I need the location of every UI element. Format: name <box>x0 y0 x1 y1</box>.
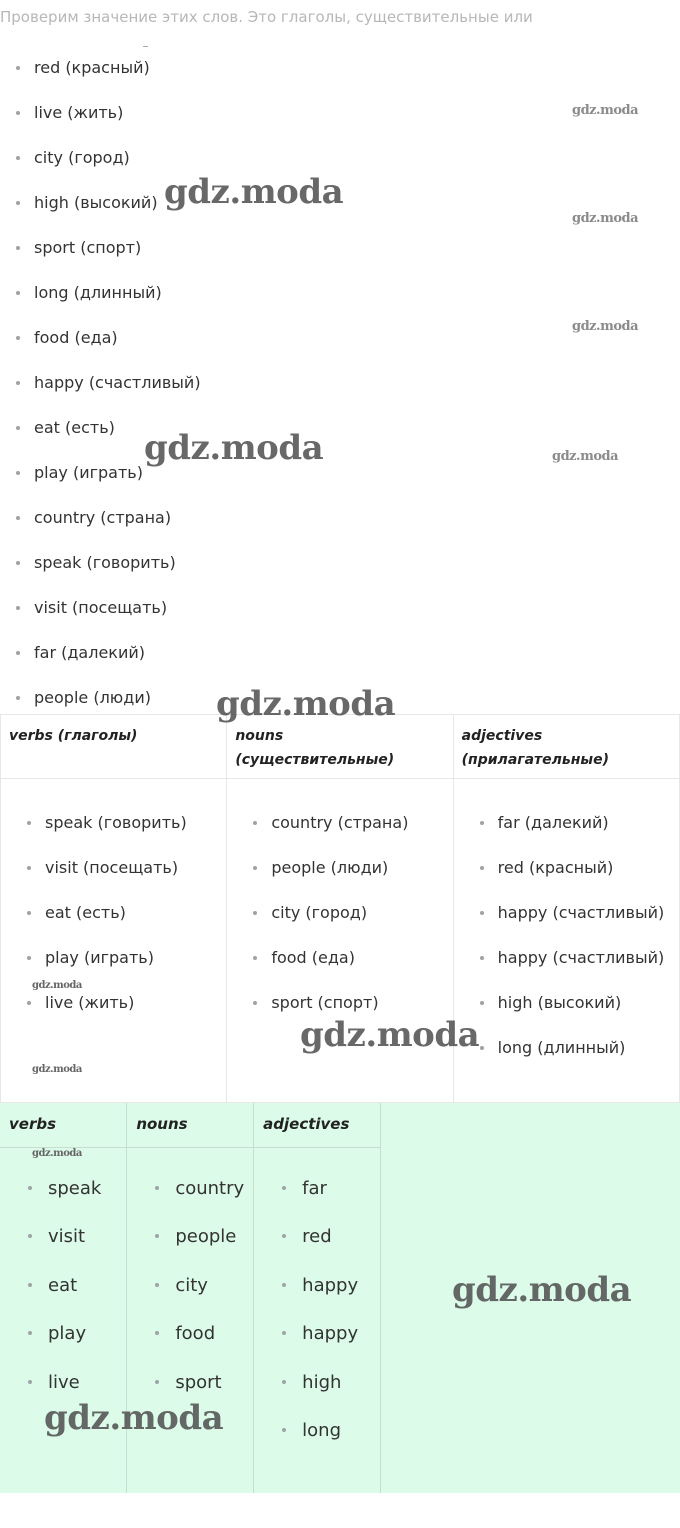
bullet-icon <box>27 1001 31 1005</box>
list-item: happy <box>282 1321 380 1370</box>
list-item: high (высокий) <box>16 191 201 236</box>
bullet-icon <box>480 1046 484 1050</box>
list-item: people (люди) <box>253 856 452 901</box>
bullet-icon <box>16 156 20 160</box>
bullet-icon <box>282 1283 286 1287</box>
table-cell-verbs <box>0 1147 127 1493</box>
column-header-nouns: nouns <box>127 1103 254 1147</box>
watermark: gdz.moda <box>32 1064 82 1075</box>
text-caret <box>143 46 148 47</box>
list-item: far <box>282 1176 380 1225</box>
bullet-icon <box>253 911 257 915</box>
bullet-icon <box>155 1331 159 1335</box>
list-item: far (далекий) <box>480 811 679 856</box>
list-item: country <box>155 1176 253 1225</box>
watermark: gdz.moda <box>300 1015 480 1055</box>
list-item: eat <box>28 1273 126 1322</box>
bullet-icon <box>16 336 20 340</box>
list-item: long <box>282 1418 380 1467</box>
watermark: gdz.moda <box>216 684 396 724</box>
bullet-icon <box>480 866 484 870</box>
list-item: visit (посещать) <box>16 596 201 641</box>
list-item: long (длинный) <box>16 281 201 326</box>
bullet-icon <box>155 1234 159 1238</box>
list-item: speak (говорить) <box>16 551 201 596</box>
watermark: gdz.moda <box>144 428 324 468</box>
list-item: city <box>155 1273 253 1322</box>
list-item: live (жить) <box>27 991 226 1036</box>
bullet-icon <box>480 1001 484 1005</box>
list-item: people <box>155 1224 253 1273</box>
bullet-icon <box>155 1186 159 1190</box>
list-item: sport <box>155 1370 253 1419</box>
bullet-icon <box>28 1331 32 1335</box>
bullet-icon <box>27 821 31 825</box>
list-item: speak <box>28 1176 126 1225</box>
bullet-icon <box>253 821 257 825</box>
bullet-icon <box>155 1380 159 1384</box>
bullet-icon <box>16 66 20 70</box>
bullet-icon <box>16 111 20 115</box>
bullet-icon <box>27 911 31 915</box>
list-item: city (город) <box>253 901 452 946</box>
bullet-icon <box>282 1331 286 1335</box>
list-item: far (далекий) <box>16 641 201 686</box>
watermark: gdz.moda <box>32 980 82 991</box>
bullet-icon <box>28 1283 32 1287</box>
watermark: gdz.moda <box>572 211 639 226</box>
bullet-icon <box>16 606 20 610</box>
table-cell-adjectives <box>453 779 679 1103</box>
list-item: happy (счастливый) <box>480 901 679 946</box>
column-header-adjectives: adjectives (прилагательные) <box>453 715 679 779</box>
watermark: gdz.moda <box>552 449 619 464</box>
list-item: food <box>155 1321 253 1370</box>
table-cell-verbs <box>1 779 227 1103</box>
bullet-icon <box>27 866 31 870</box>
list-item: play <box>28 1321 126 1370</box>
column-header-nouns: nouns (существительные) <box>227 715 453 779</box>
list-item: happy (счастливый) <box>16 371 201 416</box>
bullet-icon <box>155 1283 159 1287</box>
bullet-icon <box>282 1234 286 1238</box>
watermark: gdz.moda <box>572 103 639 118</box>
bullet-icon <box>16 291 20 295</box>
column-header-verbs: verbs (глаголы) <box>1 715 227 779</box>
bullet-icon <box>16 561 20 565</box>
list-item: red <box>282 1224 380 1273</box>
column-header-verbs: verbs <box>0 1103 127 1147</box>
list-item: visit <box>28 1224 126 1273</box>
watermark: gdz.moda <box>572 319 639 334</box>
bullet-icon <box>28 1186 32 1190</box>
bullet-icon <box>16 381 20 385</box>
list-item: happy (счастливый) <box>480 946 679 991</box>
bullet-icon <box>253 956 257 960</box>
list-item: long (длинный) <box>480 1036 679 1081</box>
bullet-icon <box>16 246 20 250</box>
list-item: food (еда) <box>253 946 452 991</box>
list-item: city (город) <box>16 146 201 191</box>
list-item: eat (есть) <box>27 901 226 946</box>
bullet-icon <box>16 696 20 700</box>
list-item: food (еда) <box>16 326 201 371</box>
bullet-icon <box>28 1234 32 1238</box>
word-list <box>16 56 201 731</box>
list-item: sport (спорт) <box>253 991 452 1036</box>
bullet-icon <box>282 1186 286 1190</box>
list-item: happy <box>282 1273 380 1322</box>
bullet-icon <box>253 1001 257 1005</box>
bullet-icon <box>16 426 20 430</box>
bullet-icon <box>282 1428 286 1432</box>
list-item: speak (говорить) <box>27 811 226 856</box>
list-item: country (страна) <box>253 811 452 856</box>
list-item: country (страна) <box>16 506 201 551</box>
list-item: play (играть) <box>27 946 226 991</box>
bullet-icon <box>28 1380 32 1384</box>
list-item: red (красный) <box>480 856 679 901</box>
watermark: gdz.moda <box>452 1270 632 1310</box>
table-cell-adjectives <box>254 1147 381 1493</box>
list-item: live <box>28 1370 126 1419</box>
watermark: gdz.moda <box>32 1148 82 1159</box>
column-header-adjectives: adjectives <box>254 1103 381 1147</box>
list-item: red (красный) <box>16 56 201 101</box>
bullet-icon <box>480 911 484 915</box>
bullet-icon <box>16 516 20 520</box>
list-item: live (жить) <box>16 101 201 146</box>
list-item: eat (есть) <box>16 416 201 461</box>
list-item: people (люди) <box>16 686 201 731</box>
list-item: play (играть) <box>16 461 201 506</box>
watermark: gdz.moda <box>44 1398 224 1438</box>
table-cell-nouns <box>127 1147 254 1493</box>
bullet-icon <box>16 201 20 205</box>
bullet-icon <box>480 956 484 960</box>
bullet-icon <box>480 821 484 825</box>
watermark: gdz.moda <box>164 172 344 212</box>
intro-text: Проверим значение этих слов. Это глаголы, существительные или <box>0 8 533 26</box>
bullet-icon <box>16 651 20 655</box>
bullet-icon <box>27 956 31 960</box>
list-item: sport (спорт) <box>16 236 201 281</box>
bullet-icon <box>253 866 257 870</box>
list-item: high <box>282 1370 380 1419</box>
list-item: visit (посещать) <box>27 856 226 901</box>
bullet-icon <box>16 471 20 475</box>
list-item: high (высокий) <box>480 991 679 1036</box>
bullet-icon <box>282 1380 286 1384</box>
